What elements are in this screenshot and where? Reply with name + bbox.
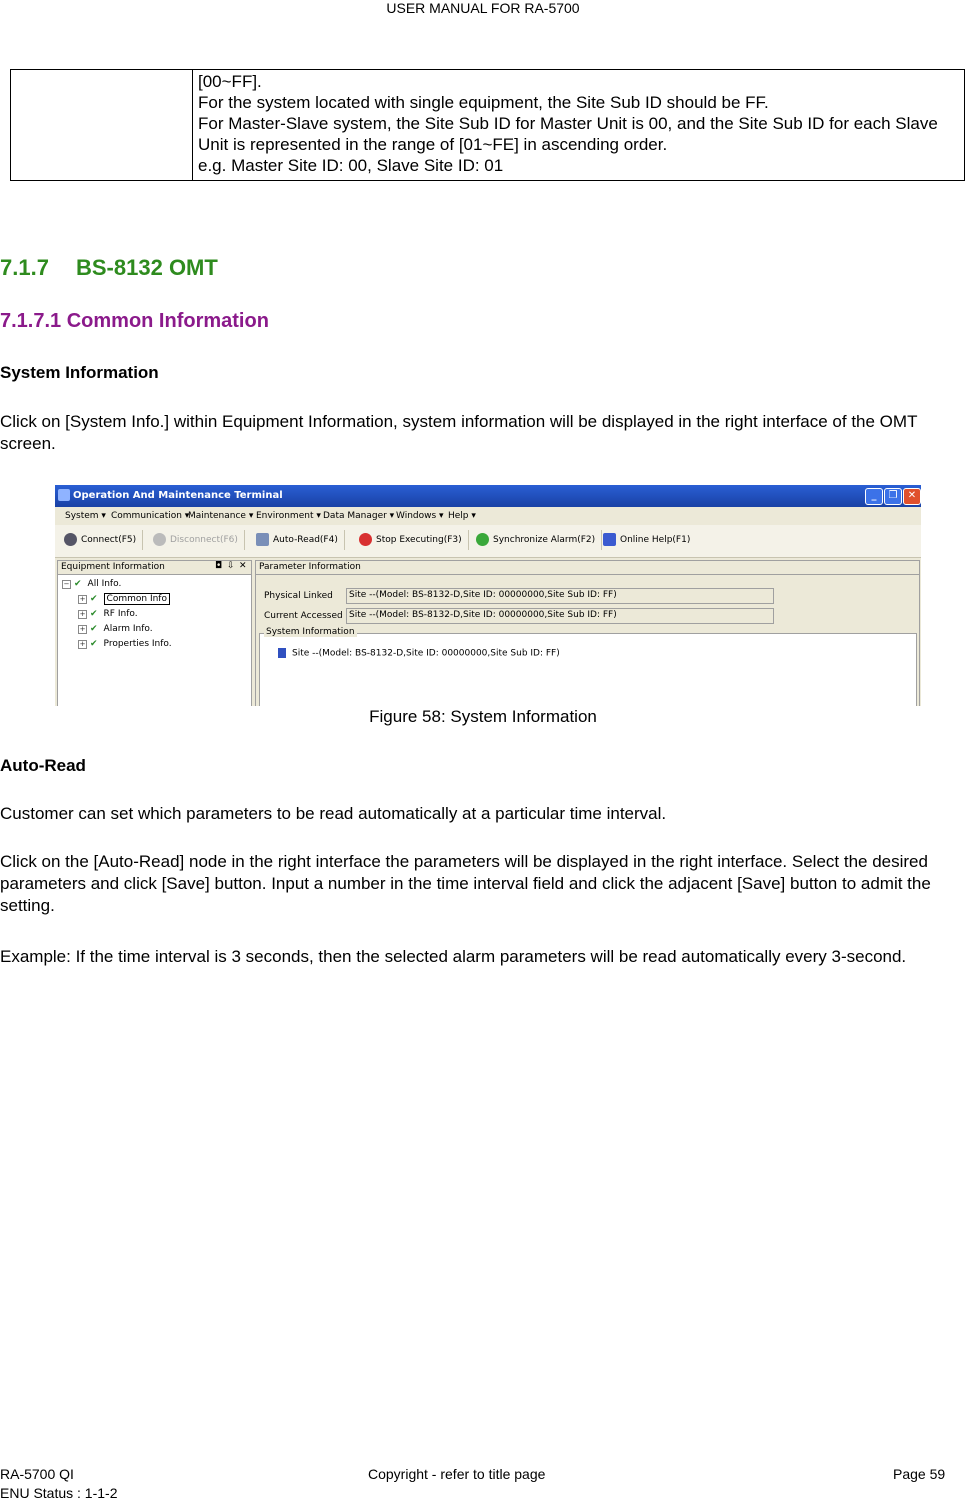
footer-copyright: Copyright - refer to title page <box>368 1466 546 1482</box>
disconnect-button[interactable]: Disconnect(F6) <box>150 530 245 550</box>
menu-bar <box>55 508 921 525</box>
footer-doc-id: RA-5700 QI <box>0 1466 74 1482</box>
help-icon <box>603 533 616 546</box>
collapse-icon[interactable]: − <box>63 580 70 588</box>
app-titlebar <box>55 485 921 507</box>
disconnect-icon <box>153 533 166 546</box>
tree-root[interactable]: − ✔ All Info. <box>63 579 122 589</box>
check-icon: ✔ <box>90 594 98 604</box>
section-heading <box>0 255 218 281</box>
menu-communication[interactable]: Communication ▾ <box>111 511 190 521</box>
equipment-panel-title: Equipment Information <box>61 562 165 572</box>
section-number: 7.1.7 <box>0 255 49 280</box>
current-accessed-label: Current Accessed <box>264 611 343 621</box>
stop-icon <box>359 533 372 546</box>
system-info-heading: System Information <box>0 363 159 382</box>
site-icon <box>278 648 286 658</box>
system-info-row[interactable]: Site --(Model: BS-8132-D,Site ID: 00000000,Site Sub ID: FF) <box>278 648 560 659</box>
system-info-paragraph: Click on [System Info.] within Equipment Information, system information will be displayed in the right interface of the OMT screen. <box>0 412 918 453</box>
parameter-panel-title: Parameter Information <box>259 562 361 572</box>
tree-item-properties-info[interactable]: + ✔ Properties Info. <box>79 639 172 649</box>
close-icon[interactable]: ✕ <box>903 488 921 505</box>
omt-screenshot <box>55 485 921 706</box>
expand-icon[interactable]: + <box>79 640 86 648</box>
auto-read-button[interactable]: Auto-Read(F4) <box>253 530 345 550</box>
toolbar <box>55 525 921 558</box>
expand-icon[interactable]: + <box>79 610 86 618</box>
check-icon: ✔ <box>90 609 98 619</box>
tree-item-common-info[interactable]: + ✔ Common Info <box>78 594 170 604</box>
check-icon: ✔ <box>90 624 98 634</box>
synchronize-alarm-button[interactable]: Synchronize Alarm(F2) <box>473 530 602 550</box>
site-sub-id-table <box>10 69 965 181</box>
tree-item-alarm-info[interactable]: + ✔ Alarm Info. <box>79 624 153 634</box>
check-icon: ✔ <box>74 579 82 589</box>
table-description-cell <box>193 70 965 181</box>
menu-windows[interactable]: Windows ▾ <box>396 511 444 521</box>
physical-linked-label: Physical Linked <box>264 591 333 601</box>
menu-environment[interactable]: Environment ▾ <box>256 511 321 521</box>
tree-item-rf-info[interactable]: + ✔ RF Info. <box>79 609 138 619</box>
connect-icon <box>64 533 77 546</box>
current-accessed-field: Site --(Model: BS-8132-D,Site ID: 00000000,Site Sub ID: FF) <box>346 608 774 624</box>
connect-button[interactable]: Connect(F5) <box>61 530 143 550</box>
table-line: e.g. Master Site ID: 00, Slave Site ID: 01 <box>198 156 504 175</box>
table-empty-cell <box>11 70 193 181</box>
auto-read-paragraph-3: Example: If the time interval is 3 seconds, then the selected alarm parameters will be read automatically every 3-second. <box>0 947 907 966</box>
subsection-heading: 7.1.7.1 Common Information <box>0 310 269 332</box>
footer-status: ENU Status : 1-1-2 <box>0 1485 118 1501</box>
stop-executing-button[interactable]: Stop Executing(F3) <box>356 530 469 550</box>
auto-read-paragraph-1: Customer can set which parameters to be read automatically at a particular time interval. <box>0 804 667 823</box>
app-icon <box>58 489 70 501</box>
footer-page-number: Page 59 <box>893 1466 946 1482</box>
auto-read-icon <box>256 533 269 546</box>
equipment-information-panel <box>57 560 252 706</box>
system-information-group <box>259 627 917 706</box>
panel-float-icon[interactable]: ◘ <box>215 561 223 571</box>
parameter-information-panel <box>255 560 920 706</box>
table-line: [00~FF]. <box>198 72 262 91</box>
online-help-button[interactable]: Online Help(F1) <box>600 530 696 550</box>
table-line: For the system located with single equipment, the Site Sub ID should be FF. <box>198 93 769 112</box>
synchronize-icon <box>476 533 489 546</box>
table-line: For Master-Slave system, the Site Sub ID for Master Unit is 00, and the Site Sub ID for each Slave Unit is represented in the range of [01~FE] in ascending order. <box>198 114 938 154</box>
system-information-legend: System Information <box>266 627 355 637</box>
expand-icon[interactable]: + <box>79 625 86 633</box>
menu-help[interactable]: Help ▾ <box>448 511 476 521</box>
check-icon: ✔ <box>90 639 98 649</box>
section-title: BS-8132 OMT <box>76 255 218 280</box>
maximize-icon[interactable]: ❐ <box>884 488 902 505</box>
app-title: Operation And Maintenance Terminal <box>73 490 283 501</box>
menu-system[interactable]: System ▾ <box>65 511 106 521</box>
minimize-icon[interactable]: _ <box>865 488 883 505</box>
figure-caption: Figure 58: System Information <box>369 707 597 726</box>
panel-pin-icon[interactable]: ⇩ <box>227 561 235 571</box>
expand-icon[interactable]: + <box>79 595 86 603</box>
menu-maintenance[interactable]: Maintenance ▾ <box>188 511 254 521</box>
parameter-panel-titlebar <box>256 561 919 575</box>
menu-data-manager[interactable]: Data Manager ▾ <box>323 511 395 521</box>
page-header: USER MANUAL FOR RA-5700 <box>386 0 580 16</box>
panel-close-icon[interactable]: ✕ <box>239 561 247 571</box>
physical-linked-field: Site --(Model: BS-8132-D,Site ID: 00000000,Site Sub ID: FF) <box>346 588 774 604</box>
auto-read-paragraph-2: Click on the [Auto-Read] node in the right interface the parameters will be displayed in the right interface. Select the desired parameters and click [Save] button. Input a number in the time interval field and click the adjacent [Save] button to admit the setting. <box>0 852 931 915</box>
auto-read-heading: Auto-Read <box>0 756 86 775</box>
equipment-panel-titlebar <box>58 561 251 575</box>
